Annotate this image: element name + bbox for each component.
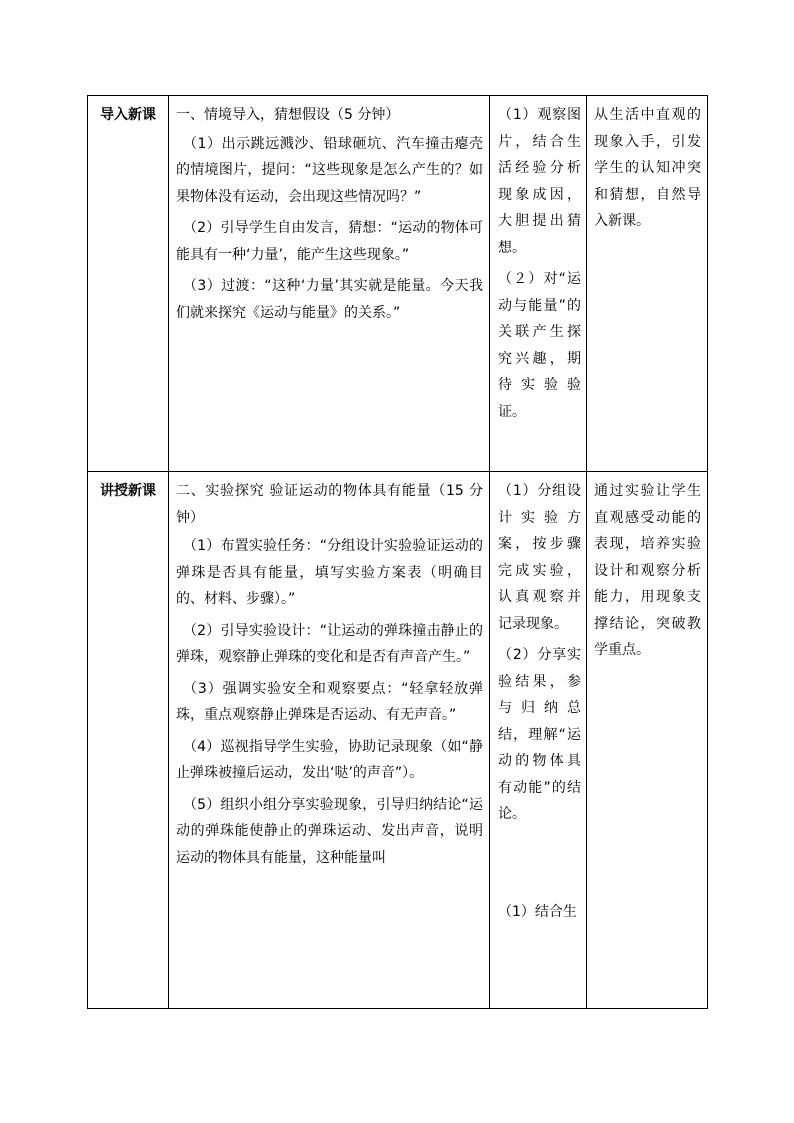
table-row (88, 472, 708, 1009)
design-intent-cell (587, 96, 708, 472)
activity-step: （2）引导实验设计：“让运动的弹珠撞击静止的弹珠，观察静止弹珠的变化和是否有声音产生。” (176, 622, 483, 665)
student-step: （2）分享实验结果，参与归纳总结，理解“运动的物体具有动能”的结论。 (498, 647, 581, 822)
student-activity-cell (490, 472, 587, 1009)
student-activity-cell (490, 96, 587, 472)
section-label-new-lesson: 讲授新课 (88, 472, 169, 1009)
design-intent-text: 通过实验让学生直观感受动能的表现，培养实验设计和观察分析能力，用现象支撑结论，突破教学重点。 (594, 483, 701, 658)
teacher-activity-cell (169, 472, 490, 1009)
activity-step: （3）过渡：“这种‘力量’其实就是能量。今天我们就来探究《运动与能量》的关系。” (176, 278, 483, 321)
teacher-activity-cell (169, 96, 490, 472)
student-step: （1）分组设计实验方案，按步骤完成实验，认真观察并记录现象。 (498, 483, 581, 632)
design-intent-cell (587, 472, 708, 1009)
activity-step: （1）出示跳远溅沙、铅球砸坑、汽车撞击瘪壳的情境图片，提问：“这些现象是怎么产生的？如果物体没有运动，会出现这些情况吗？” (176, 135, 483, 205)
student-step: （２）对“运动与能量”的关联产生探究兴趣，期待实验验证。 (498, 271, 581, 420)
student-step: （1）观察图片，结合生活经验分析现象成因，大胆提出猜想。 (498, 107, 581, 256)
table-row (88, 96, 708, 472)
student-step: （1）结合生 (498, 903, 577, 920)
design-intent-text: 从生活中直观的现象入手，引发学生的认知冲突和猜想，自然导入新课。 (594, 107, 701, 229)
activity-step: （2）引导学生自由发言，猜想：“运动的物体可能具有一种‘力量’，能产生这些现象。” (176, 220, 483, 263)
section-label-intro: 导入新课 (88, 96, 169, 472)
activity-heading: 一、情境导入，猜想假设（5 分钟） (176, 107, 400, 123)
activity-heading: 二、实验探究 验证运动的物体具有能量（15 分钟） (176, 483, 483, 526)
activity-step: （3）强调实验安全和观察要点：“轻拿轻放弹珠，重点观察静止弹珠是否运动、有无声音。” (176, 680, 483, 723)
activity-step: （4）巡视指导学生实验，协助记录现象（如“静止弹珠被撞后运动，发出‘哒’的声音”）。 (176, 738, 483, 781)
cell-spacer (498, 833, 581, 899)
lesson-plan-table (87, 95, 708, 1009)
activity-step: （5）组织小组分享实验现象，引导归纳结论“运动的弹珠能使静止的弹珠运动、发出声音，说明运动的物体具有能量，这种能量叫 (176, 796, 483, 866)
activity-step: （1）布置实验任务：“分组设计实验验证运动的弹珠是否具有能量，填写实验方案表（明确目的、材料、步骤）。” (176, 538, 483, 607)
